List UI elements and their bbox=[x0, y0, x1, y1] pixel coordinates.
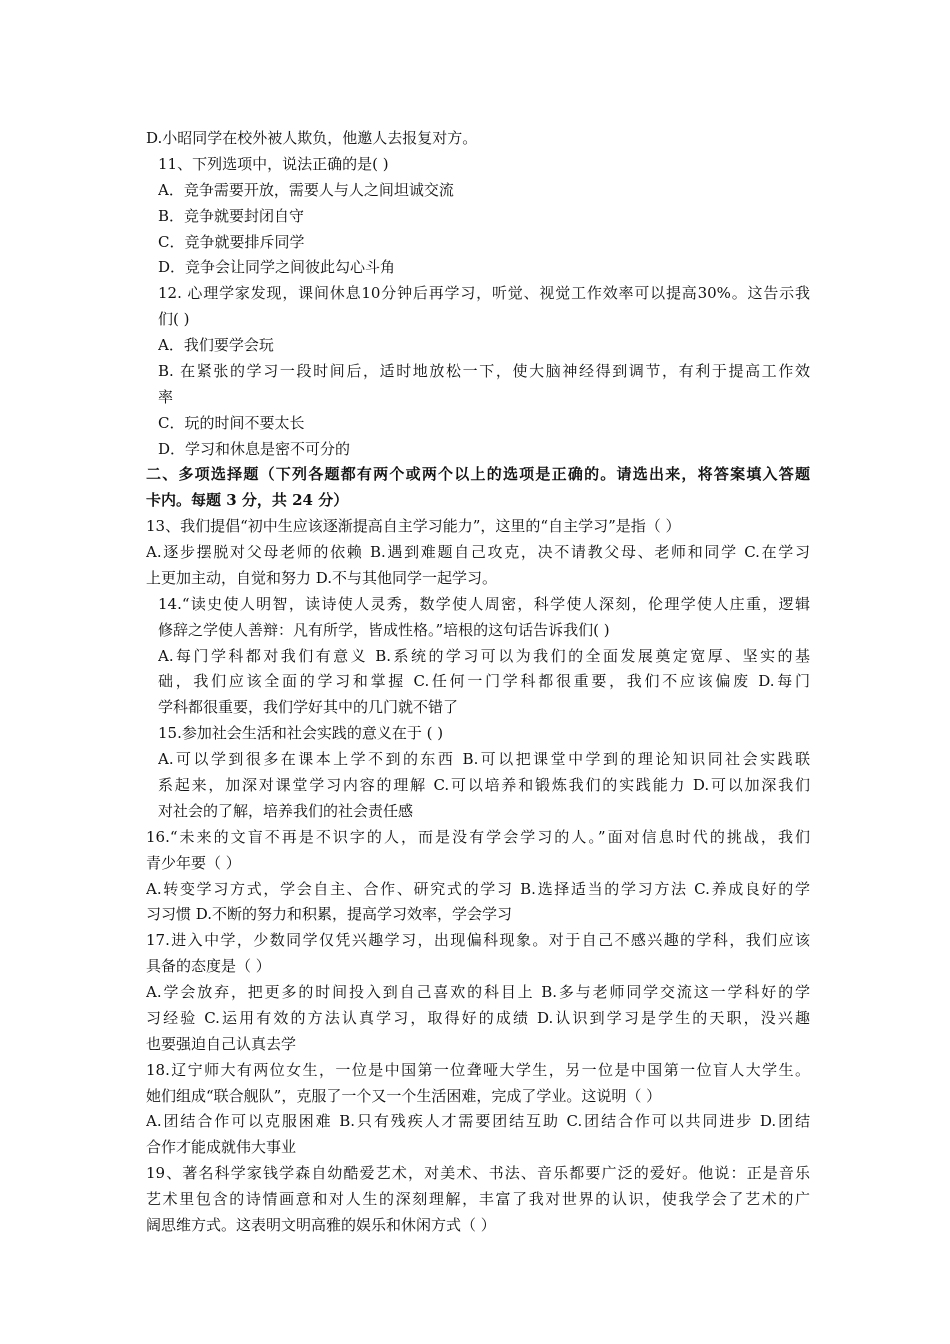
text-line: A.逐步摆脱对父母老师的依赖 B.遇到难题自己攻克，决不请教父母、老师和同学 C.在学习 bbox=[146, 543, 810, 562]
text-line: D.小昭同学在校外被人欺负，他邀人去报复对方。 bbox=[146, 129, 478, 147]
text-line: A.团结合作可以克服困难 B.只有残疾人才需要团结互助 C.团结合作可以共同进步 D.团结 bbox=[146, 1112, 810, 1131]
text-line: B．竞争就要封闭自守 bbox=[158, 206, 305, 225]
text-line: 青少年要（ ） bbox=[146, 853, 241, 872]
section-heading-line: 二、多项选择题（下列各题都有两个或两个以上的选项是正确的。请选出来，将答案填入答题 bbox=[146, 465, 810, 484]
text-line: 也要强迫自己认真去学 bbox=[146, 1034, 297, 1053]
text-line: D．竞争会让同学之间彼此勾心斗角 bbox=[158, 258, 396, 277]
text-line: A.每门学科都对我们有意义 B.系统的学习可以为我们的全面发展奠定宽厚、坚实的基 bbox=[158, 646, 810, 665]
text-line: 们( ) bbox=[158, 310, 190, 329]
text-line: A.转变学习方式，学会自主、合作、研究式的学习 B.选择适当的学习方法 C.养成良好的学 bbox=[146, 879, 810, 898]
text-line: 19、著名科学家钱学森自幼酷爱艺术，对美术、书法、音乐都要广泛的爱好。他说：正是音乐 bbox=[146, 1164, 810, 1183]
text-line: 阔思维方式。这表明文明高雅的娱乐和休闲方式（ ） bbox=[146, 1215, 496, 1234]
text-line: C．玩的时间不要太长 bbox=[158, 413, 305, 432]
text-line: 上更加主动，自觉和努力 D.不与其他同学一起学习。 bbox=[146, 568, 498, 587]
text-line: 14.“读史使人明智，读诗使人灵秀，数学使人周密，科学使人深刻，伦理学使人庄重，逻辑 bbox=[158, 594, 810, 613]
text-line: A.可以学到很多在课本上学不到的东西 B.可以把课堂中学到的理论知识同社会实践联 bbox=[158, 750, 810, 769]
text-line: A．竞争需要开放，需要人与人之间坦诚交流 bbox=[158, 180, 454, 199]
text-line: 16.“未来的文盲不再是不识字的人，而是没有学会学习的人。”面对信息时代的挑战，我们 bbox=[146, 827, 810, 846]
text-line: 具备的态度是（ ） bbox=[146, 957, 271, 976]
text-line: 18.辽宁师大有两位女生，一位是中国第一位聋哑大学生，另一位是中国第一位盲人大学生。 bbox=[146, 1060, 810, 1079]
text-line: 学科都很重要，我们学好其中的几门就不错了 bbox=[158, 698, 459, 717]
text-line: 13、我们提倡“初中生应该逐渐提高自主学习能力”，这里的“自主学习”是指（ ） bbox=[146, 517, 681, 536]
text-line: 12. 心理学家发现，课间休息10分钟后再学习，听觉、视觉工作效率可以提高30%。这告示我 bbox=[158, 284, 810, 303]
text-line: 她们组成“联合舰队”，克服了一个又一个生活困难，完成了学业。这说明（ ） bbox=[146, 1086, 662, 1105]
text-line: 合作才能成就伟大事业 bbox=[146, 1138, 297, 1157]
text-line: 习习惯 D.不断的努力和积累，提高学习效率，学会学习 bbox=[146, 905, 513, 924]
text-line: A．我们要学会玩 bbox=[158, 336, 274, 355]
text-line: 率 bbox=[158, 387, 174, 406]
text-line: 15.参加社会生活和社会实践的意义在于 ( ) bbox=[158, 724, 444, 743]
text-line: D．学习和休息是密不可分的 bbox=[158, 439, 351, 458]
text-line: 对社会的了解，培养我们的社会责任感 bbox=[158, 801, 414, 820]
text-line: A.学会放弃，把更多的时间投入到自己喜欢的科目上 B.多与老师同学交流这一学科好的学 bbox=[146, 983, 810, 1002]
text-line: B. 在紧张的学习一段时间后，适时地放松一下，使大脑神经得到调节，有利于提高工作效 bbox=[158, 361, 810, 380]
text-line: 习经验 C.运用有效的方法认真学习，取得好的成绩 D.认识到学习是学生的天职，没兴趣 bbox=[146, 1008, 810, 1027]
text-line: C．竞争就要排斥同学 bbox=[158, 232, 305, 251]
text-line: 修辞之学使人善辩：凡有所学，皆成性格。”培根的这句话告诉我们( ) bbox=[158, 620, 610, 639]
text-line: 17.进入中学，少数同学仅凭兴趣学习，出现偏科现象。对于自己不感兴趣的学科，我们应该 bbox=[146, 931, 810, 950]
text-line: 础，我们应该全面的学习和掌握 C.任何一门学科都很重要，我们不应该偏废 D.每门 bbox=[158, 672, 810, 691]
section-heading-line: 卡内。每题 3 分，共 24 分） bbox=[146, 491, 349, 510]
text-line: 11、下列选项中，说法正确的是( ) bbox=[158, 154, 389, 173]
text-line: 艺术里包含的诗情画意和对人生的深刻理解，丰富了我对世界的认识，使我学会了艺术的广 bbox=[146, 1190, 810, 1209]
text-line: 系起来，加深对课堂学习内容的理解 C.可以培养和锻炼我们的实践能力 D.可以加深我们 bbox=[158, 776, 810, 794]
